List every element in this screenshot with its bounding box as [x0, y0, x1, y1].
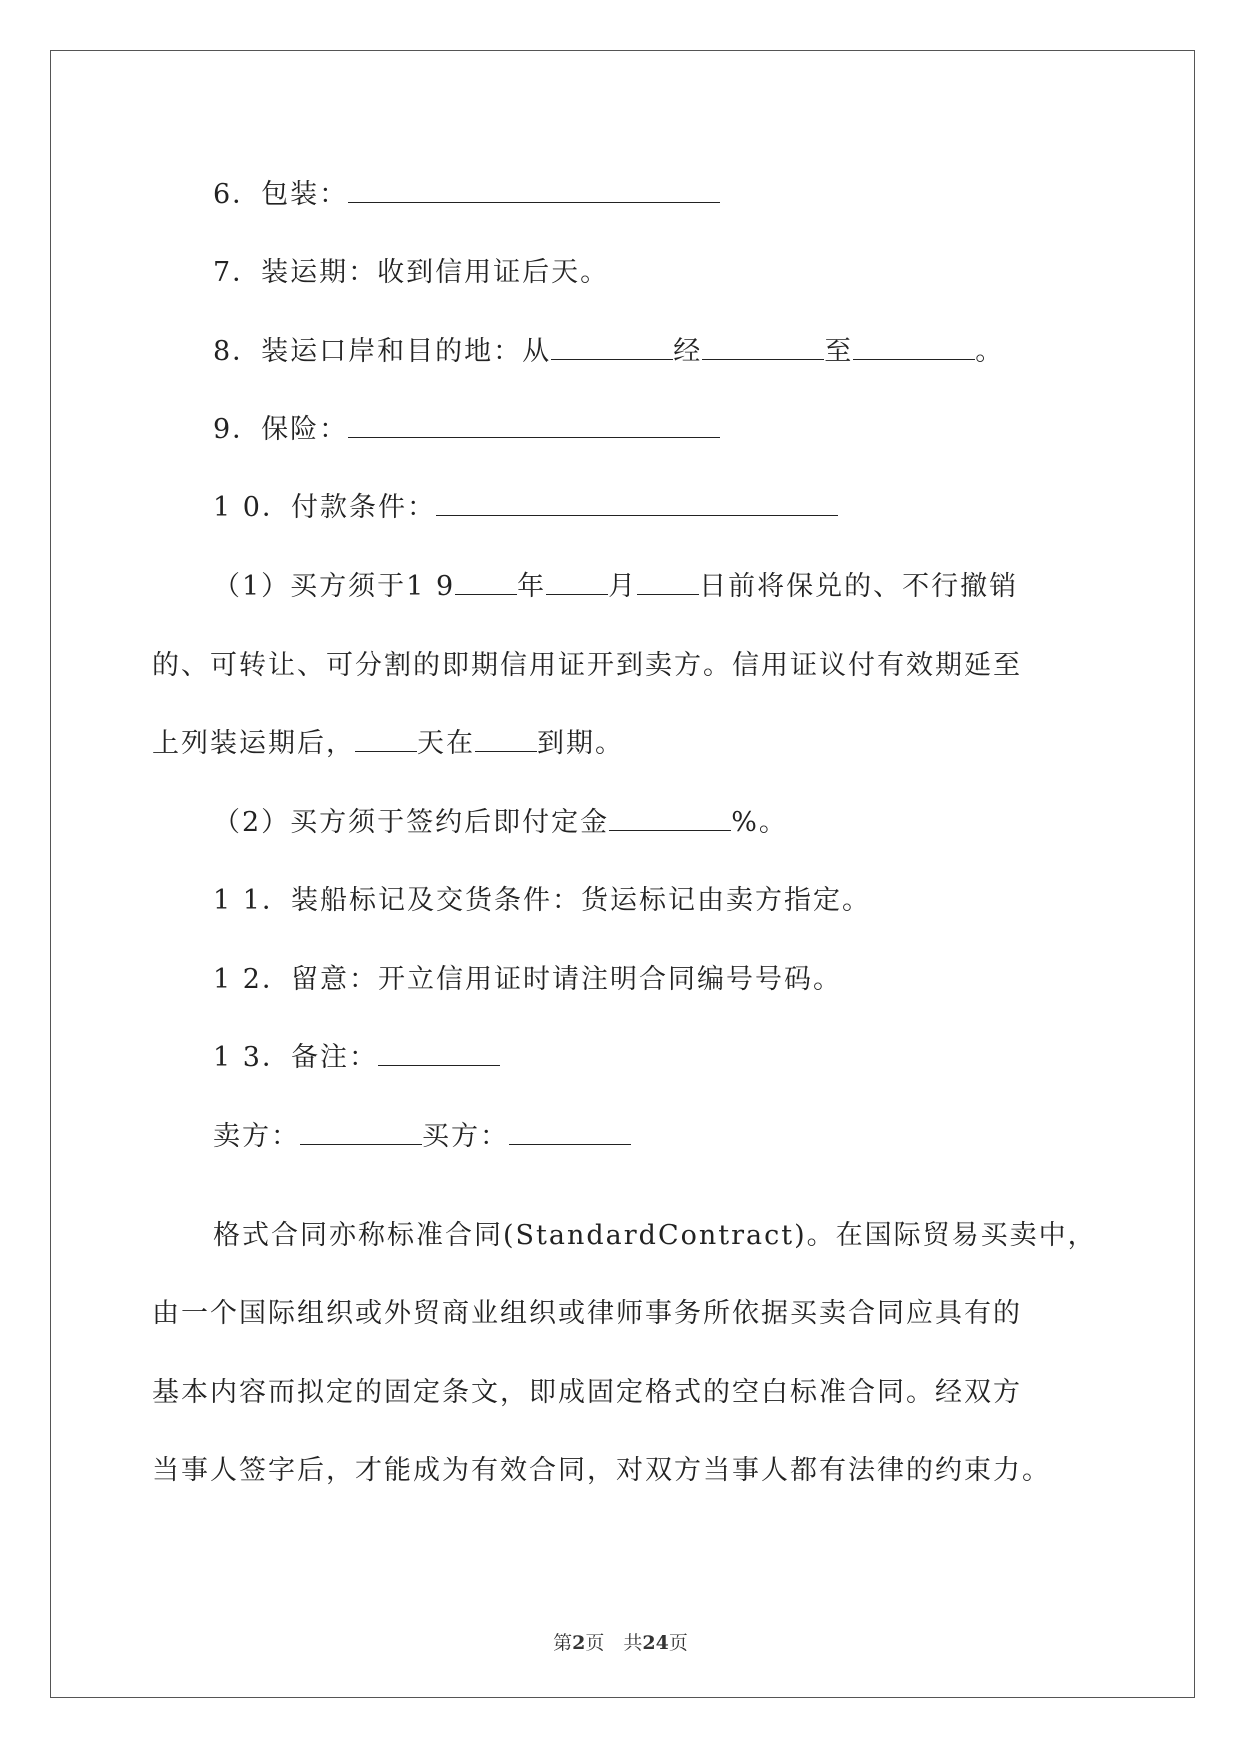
blank-via: [702, 333, 824, 360]
blank-to: [853, 333, 975, 360]
blank-insurance: [348, 411, 720, 438]
blank-month: [546, 568, 608, 595]
clause-9-insurance: 9．保险：: [213, 410, 720, 450]
clause-10-1-expiry: 上列装运期后， 天在 到期。: [152, 724, 624, 764]
signature-line: 卖方： 买方：: [213, 1117, 631, 1157]
clause-10-1-cont: 的、可转让、可分割的即期信用证开到卖方。信用证议付有效期延至: [152, 650, 1022, 681]
total-pages-number: 24: [642, 1632, 669, 1654]
page-footer: 第2页 共24页: [553, 1632, 688, 1654]
clause-10-2-deposit: （2）买方须于签约后即付定金 %。: [213, 803, 788, 843]
clause-6-packing: 6．包装：: [213, 175, 720, 215]
blank-payment: [436, 489, 838, 516]
clause-13-remarks: 1 3．备注：: [213, 1038, 500, 1078]
blank-buyer: [509, 1118, 631, 1145]
blank-year: [455, 568, 517, 595]
blank-from: [551, 333, 673, 360]
blank-day: [637, 568, 699, 595]
paragraph-line-3: 基本内容而拟定的固定条文，即成固定格式的空白标准合同。经双方: [152, 1377, 1022, 1408]
blank-place: [475, 725, 537, 752]
paragraph-line-1: 格式合同亦称标准合同(StandardContract)。在国际贸易买卖中，: [213, 1220, 1097, 1251]
clause-8-ports: 8．装运口岸和目的地：从 经 至 。: [213, 332, 1004, 372]
blank-days: [355, 725, 417, 752]
blank-seller: [300, 1118, 422, 1145]
paragraph-line-2: 由一个国际组织或外贸商业组织或律师事务所依据买卖合同应具有的: [152, 1298, 1022, 1329]
blank-deposit: [609, 804, 731, 831]
clause-12-notice: 1 2．留意：开立信用证时请注明合同编号号码。: [213, 964, 842, 995]
clause-11-marks: 1 1．装船标记及交货条件：货运标记由卖方指定。: [213, 885, 871, 916]
blank-packing: [348, 176, 720, 203]
clause-10-1-date: （1）买方须于1 9 年 月 日前将保兑的、不行撤销: [213, 567, 1018, 607]
clause-7-shipment: 7．装运期：收到信用证后天。: [213, 257, 610, 288]
paragraph-line-4: 当事人签字后，才能成为有效合同，对双方当事人都有法律的约束力。: [152, 1455, 1051, 1486]
blank-remarks: [378, 1039, 500, 1066]
clause-10-payment: 1 0．付款条件：: [213, 488, 838, 528]
current-page-number: 2: [572, 1632, 586, 1654]
